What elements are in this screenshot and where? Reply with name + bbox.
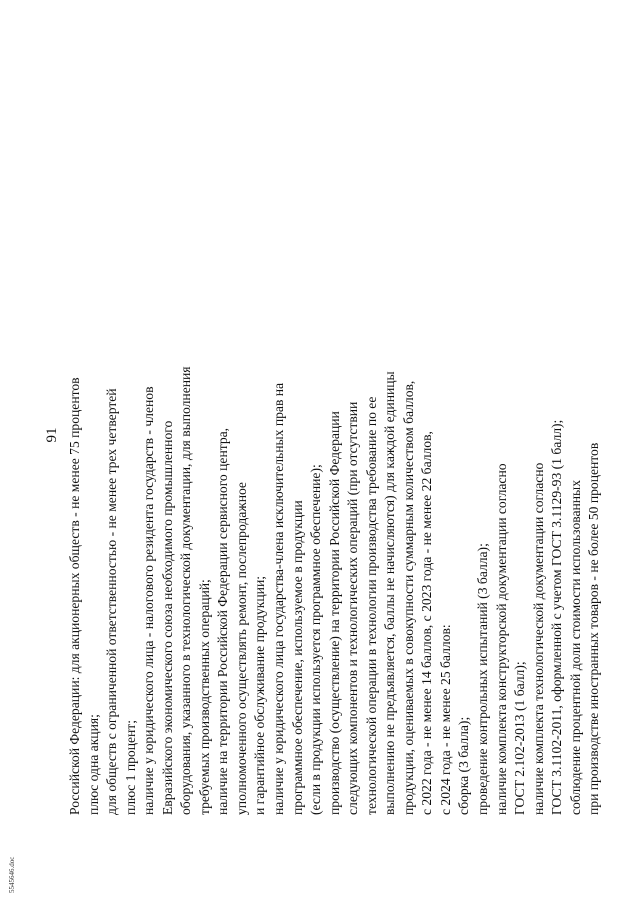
- text-line: соблюдение процентной доли стоимости использованных: [567, 480, 583, 815]
- document-id: 5545646.doc: [8, 856, 16, 893]
- text-line: с 2024 года - не менее 25 баллов:: [437, 624, 453, 815]
- text-line: наличие у юридического лица государства-члена исключительных прав на: [271, 382, 287, 815]
- page-number: 91: [44, 427, 60, 443]
- text-line: плюс одна акция;: [85, 714, 101, 815]
- text-line: наличие у юридического лица - налогового резидента государств - членов: [141, 386, 157, 815]
- text-line: выполнению не предъявляется, баллы не начисляются) для каждой единицы: [382, 371, 398, 815]
- text-line: и гарантийное обслуживание продукции;: [252, 575, 268, 815]
- text-line: (если в продукции используется программное обеспечение);: [308, 464, 324, 815]
- text-line: при производстве иностранных товаров - не более 50 процентов: [586, 442, 602, 815]
- text-line: уполномоченного осуществлять ремонт, послепродажное: [233, 482, 249, 815]
- text-line: оборудования, указанного в технологической документации, для выполнения: [178, 366, 194, 815]
- text-line: сборка (3 балла);: [456, 716, 472, 815]
- text-line: требуемых производственных операций;: [196, 579, 212, 815]
- text-line: ГОСТ 2.102-2013 (1 балл);: [512, 661, 528, 815]
- text-line: наличие комплекта конструкторской документации согласно: [493, 463, 509, 815]
- text-line: проведение контрольных испытаний (3 балла);: [475, 543, 491, 815]
- text-line: с 2022 года - не менее 14 баллов, с 2023 года - не менее 22 баллов,: [419, 431, 435, 815]
- text-line: следующих компонентов и технологических операций (при отсутствии: [345, 401, 361, 815]
- text-line: программное обеспечение, используемое в продукции: [289, 500, 305, 815]
- text-line: для обществ с ограниченной ответственностью - не менее трех четвертей: [104, 388, 120, 815]
- body-text: [66, 35, 604, 815]
- text-line: плюс 1 процент;: [122, 719, 138, 815]
- text-line: наличие комплекта технологической документации согласно: [530, 462, 546, 815]
- text-line: производство (осуществление) на территории Российской Федерации: [326, 411, 342, 815]
- text-line: Российской Федерации: для акционерных обществ - не менее 75 процентов: [67, 377, 82, 815]
- text-line: наличие на территории Российской Федерации сервисного центра,: [215, 427, 231, 815]
- text-line: продукции, оцениваемых в совокупности суммарным количеством баллов,: [400, 380, 416, 815]
- rotated-text-block: [40, 25, 600, 845]
- text-line: технологической операции в технологии производства требование по ее: [363, 396, 379, 815]
- text-line: Евразийского экономического союза необходимого промышленного: [159, 420, 175, 815]
- text-line: ГОСТ 3.1102-2011, оформленной с учетом ГОСТ 3.1129-93 (1 балл);: [549, 419, 565, 815]
